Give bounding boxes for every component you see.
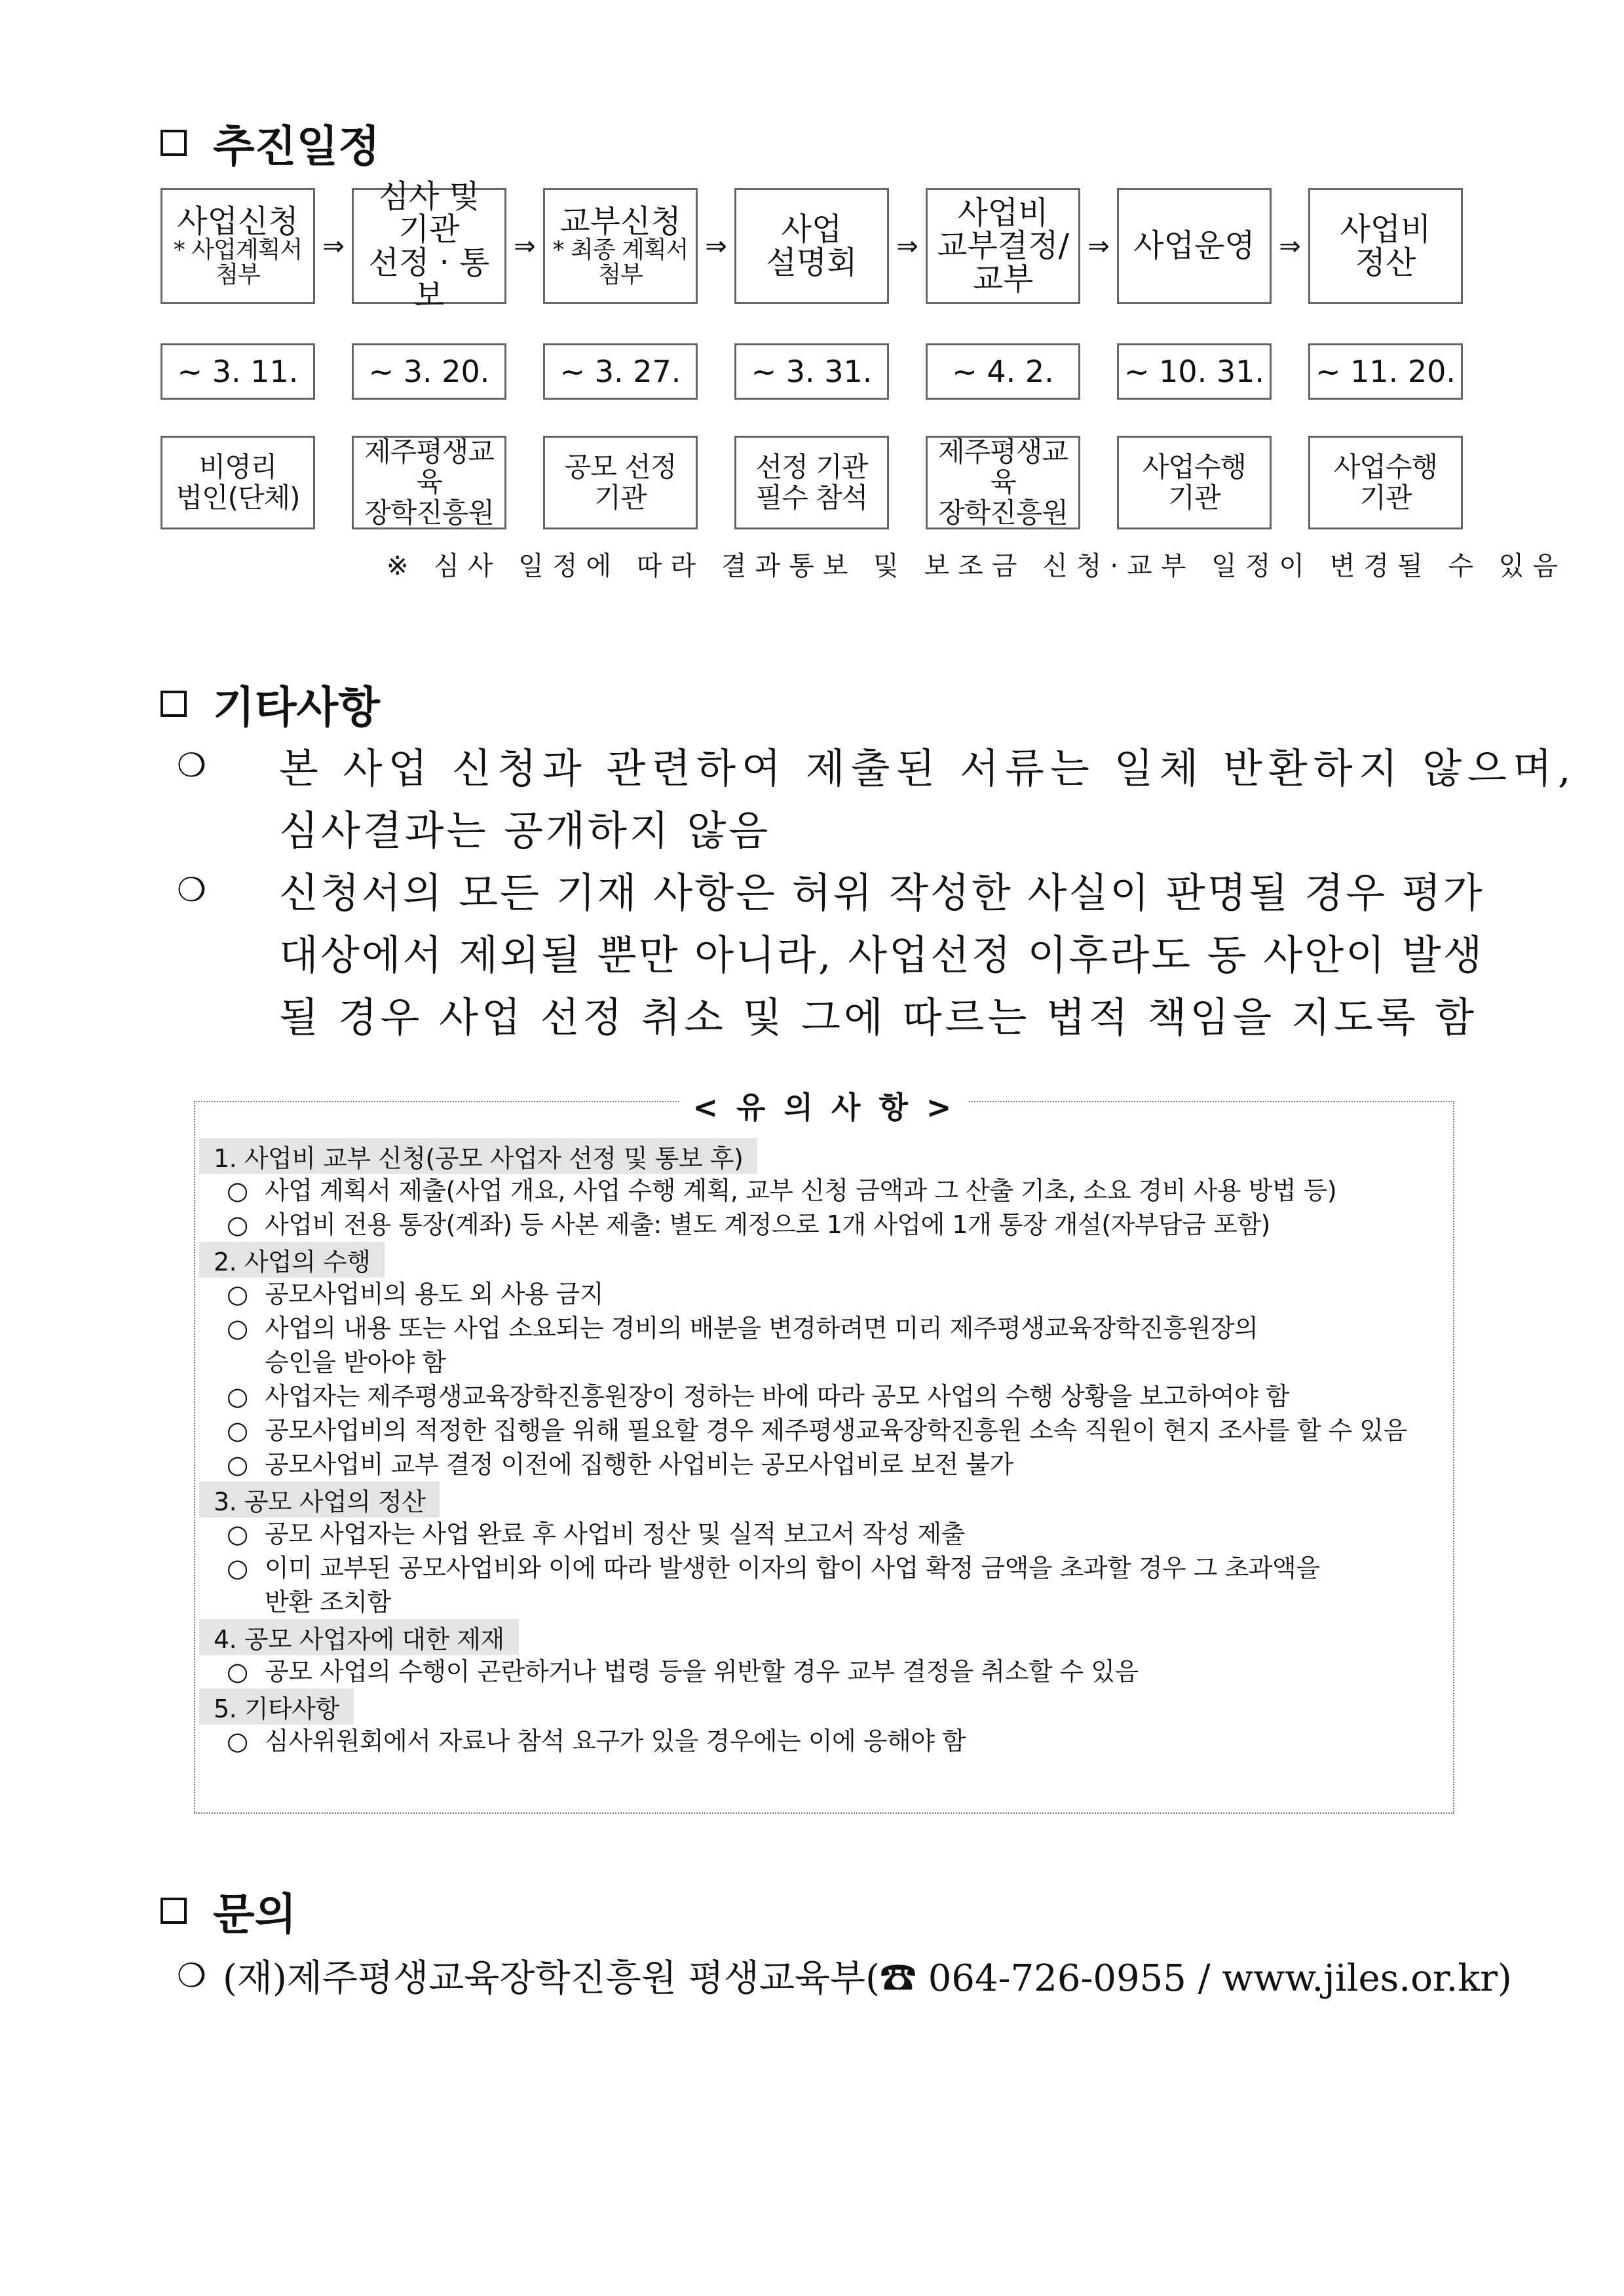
org-label: 제주평생교육 xyxy=(938,436,1068,499)
schedule-date-box: ~ 3. 11. xyxy=(161,343,315,400)
step-label: 교부 xyxy=(972,260,1034,297)
notice-item-line: 사업비 전용 통장(계좌) 등 사본 제출: 별도 계정으로 1개 사업에 1개 통장 개설(자부담금 포함) xyxy=(265,1210,1270,1239)
notice-group-heading xyxy=(199,1689,1450,1724)
notice-item-line: 공모 사업의 수행이 곤란하거나 법령 등을 위반할 경우 교부 결정을 취소할 수 있음 xyxy=(265,1657,1139,1686)
notice-group-heading xyxy=(199,1619,1450,1655)
checkbox-icon xyxy=(161,130,187,156)
notice-item-text xyxy=(265,1277,603,1311)
notice-group-heading xyxy=(199,1242,1450,1277)
schedule-org-box xyxy=(161,436,315,529)
notice-heading-text: 4. 공모 사업자에 대한 제재 xyxy=(199,1619,519,1655)
section-title-text: 기타사항 xyxy=(213,682,381,733)
notice-title: < 유 의 사 항 > xyxy=(680,1084,969,1127)
step-label: 사업신청 xyxy=(177,202,299,240)
notice-list-item xyxy=(227,1379,1450,1413)
etc-paragraph-1 xyxy=(177,734,1577,858)
schedule-step-box xyxy=(734,188,889,304)
schedule-org-box xyxy=(543,436,698,529)
circle-icon: ○ xyxy=(227,1657,248,1686)
step-label: 교부결정/ xyxy=(937,227,1069,265)
org-label: 사업수행 xyxy=(1142,451,1247,484)
notice-list-item xyxy=(227,1551,1450,1619)
paragraph-line: 될 경우 사업 선정 취소 및 그에 따르는 법적 책임을 지도록 함 xyxy=(279,993,1478,1041)
notice-item-line: 사업자는 제주평생교육장학진흥원장이 정하는 바에 따라 공모 사업의 수행 상황을 보고하여야 함 xyxy=(265,1382,1290,1411)
schedule-org-box xyxy=(734,436,889,529)
step-sublabel: 첨부 xyxy=(216,261,260,288)
notice-list-item xyxy=(227,1208,1450,1242)
arrow-icon: ⇒ xyxy=(322,231,345,261)
schedule-org-box xyxy=(352,436,506,529)
schedule-date-box: ~ 4. 2. xyxy=(926,343,1080,400)
notice-item-text xyxy=(265,1724,966,1758)
org-label: 제주평생교육 xyxy=(364,436,494,499)
contact-text: (재)제주평생교육장학진흥원 평생교육부(☎ 064-726-0955 / www.jiles.or.kr) xyxy=(223,1957,1512,2000)
org-label: 장학진흥원 xyxy=(938,496,1068,529)
step-label: 정산 xyxy=(1355,244,1416,281)
notice-item-line: 사업의 내용 또는 사업 소요되는 경비의 배분을 변경하려면 미리 제주평생교육장학진흥원장의 xyxy=(265,1314,1258,1343)
schedule-org-box xyxy=(926,436,1080,529)
bullet-icon: ❍ xyxy=(177,1957,206,1995)
circle-icon: ○ xyxy=(227,1176,248,1205)
section-title-inquiry xyxy=(161,1879,297,1942)
step-label: 기관 xyxy=(398,211,460,248)
notice-item-line: 사업 계획서 제출(사업 개요, 사업 수행 계획, 교부 신청 금액과 그 산출 기초, 소요 경비 사용 방법 등) xyxy=(265,1176,1337,1205)
step-label: 사업운영 xyxy=(1133,227,1255,265)
schedule-step-box xyxy=(352,178,506,314)
schedule-date-box: ~ 3. 31. xyxy=(734,343,889,400)
paragraph-line: 신청서의 모든 기재 사항은 허위 작성한 사실이 판명될 경우 평가 xyxy=(279,869,1484,917)
notice-group-heading xyxy=(199,1482,1450,1517)
notice-body xyxy=(199,1138,1450,1758)
notice-list-item xyxy=(227,1447,1450,1482)
circle-icon: ○ xyxy=(227,1314,248,1343)
arrow-icon: ⇒ xyxy=(1279,231,1301,261)
notice-list-item xyxy=(227,1413,1450,1447)
circle-icon: ○ xyxy=(227,1520,248,1548)
step-label: 선정 · 통보 xyxy=(368,244,490,314)
org-label: 비영리 xyxy=(198,451,277,484)
notice-item-text xyxy=(265,1551,1319,1619)
notice-list-item xyxy=(227,1277,1450,1311)
notice-item-text xyxy=(265,1447,1013,1482)
circle-icon: ○ xyxy=(227,1727,248,1755)
contact-line xyxy=(177,1949,1512,2002)
org-label: 기관 xyxy=(1359,481,1412,514)
notice-item-text xyxy=(265,1174,1336,1208)
schedule-date-box: ~ 3. 27. xyxy=(543,343,698,400)
arrow-icon: ⇒ xyxy=(896,231,918,261)
schedule-step-box xyxy=(1308,188,1463,304)
notice-heading-text: 1. 사업비 교부 신청(공모 사업자 선정 및 통보 후) xyxy=(199,1138,757,1174)
section-title-schedule xyxy=(161,111,380,174)
schedule-step-box xyxy=(926,188,1080,304)
step-sublabel: 첨부 xyxy=(598,261,643,288)
schedule-date-box: ~ 10. 31. xyxy=(1117,343,1272,400)
org-label: 기관 xyxy=(594,481,647,514)
schedule-note: ※ 심사 일정에 따라 결과통보 및 보조금 신청·교부 일정이 변경될 수 있음 xyxy=(387,551,1567,581)
org-label: 법인(단체) xyxy=(176,481,300,514)
paragraph-line: 대상에서 제외될 뿐만 아니라, 사업선정 이후라도 동 사안이 발생 xyxy=(279,931,1484,979)
notice-item-text xyxy=(265,1311,1258,1379)
notice-list-item xyxy=(227,1517,1450,1551)
notice-group-heading xyxy=(199,1138,1450,1174)
org-label: 선정 기관 xyxy=(755,451,868,484)
notice-item-line: 심사위원회에서 자료나 참석 요구가 있을 경우에는 이에 응해야 함 xyxy=(265,1727,966,1755)
org-label: 기관 xyxy=(1168,481,1220,514)
paragraph-line: 심사결과는 공개하지 않음 xyxy=(279,807,771,854)
schedule-date-box: ~ 11. 20. xyxy=(1308,343,1463,400)
schedule-org-box xyxy=(1308,436,1463,529)
org-label: 사업수행 xyxy=(1333,451,1438,484)
notice-item-line: 반환 조치함 xyxy=(265,1588,391,1617)
etc-paragraph-2 xyxy=(177,858,1484,1045)
section-title-text: 추진일정 xyxy=(213,121,381,172)
schedule-org-box xyxy=(1117,436,1272,529)
schedule-orgs-row xyxy=(161,436,1463,529)
notice-item-line: 공모사업비의 적정한 집행을 위해 필요할 경우 제주평생교육장학진흥원 소속 직원이 현지 조사를 할 수 있음 xyxy=(265,1416,1407,1445)
schedule-step-box xyxy=(543,188,698,304)
step-label: 사업비 xyxy=(957,194,1049,231)
notice-heading-text: 5. 기타사항 xyxy=(199,1689,354,1725)
schedule-dates-row xyxy=(161,343,1463,400)
step-sublabel: * 사업계획서 xyxy=(173,236,303,263)
step-label: 사업비 xyxy=(1340,211,1431,248)
step-label: 설명회 xyxy=(766,244,858,281)
notice-list-item xyxy=(227,1655,1450,1689)
notice-list-item xyxy=(227,1311,1450,1379)
notice-item-line: 이미 교부된 공모사업비와 이에 따라 발생한 이자의 합이 사업 확정 금액을 초과할 경우 그 초과액을 xyxy=(265,1554,1320,1582)
org-label: 필수 참석 xyxy=(755,481,868,514)
notice-item-line: 공모 사업자는 사업 완료 후 사업비 정산 및 실적 보고서 작성 제출 xyxy=(265,1520,965,1548)
notice-list-item xyxy=(227,1724,1450,1758)
checkbox-icon xyxy=(161,691,187,717)
notice-item-line: 승인을 받아야 함 xyxy=(265,1348,446,1377)
notice-heading-text: 2. 사업의 수행 xyxy=(199,1242,385,1278)
step-label: 교부신청 xyxy=(559,202,681,240)
circle-icon: ○ xyxy=(227,1554,248,1582)
notice-item-line: 공모사업비의 용도 외 사용 금지 xyxy=(265,1280,604,1309)
paragraph-line: 본 사업 신청과 관련하여 제출된 서류는 일체 반환하지 않으며, xyxy=(279,744,1577,792)
notice-item-text xyxy=(265,1208,1270,1242)
schedule-step-box xyxy=(1117,188,1272,304)
circle-icon: ○ xyxy=(227,1280,248,1309)
notice-box xyxy=(194,1090,1454,1814)
arrow-icon: ⇒ xyxy=(1087,231,1110,261)
org-label: 장학진흥원 xyxy=(364,496,494,529)
schedule-steps-row xyxy=(161,178,1463,314)
circle-icon: ○ xyxy=(227,1210,248,1239)
notice-item-text xyxy=(265,1379,1289,1413)
section-title-text: 문의 xyxy=(213,1889,297,1940)
notice-list-item xyxy=(227,1174,1450,1208)
arrow-icon: ⇒ xyxy=(514,231,536,261)
schedule-date-box: ~ 3. 20. xyxy=(352,343,506,400)
notice-item-text xyxy=(265,1655,1139,1689)
notice-heading-text: 3. 공모 사업의 정산 xyxy=(199,1482,440,1518)
notice-item-text xyxy=(265,1413,1407,1447)
bullet-icon: ❍ xyxy=(177,746,206,784)
section-title-etc xyxy=(161,672,380,735)
step-label: 사업 xyxy=(781,211,842,248)
step-sublabel: * 최종 계획서 xyxy=(552,236,689,263)
checkbox-icon xyxy=(161,1898,187,1924)
schedule-step-box xyxy=(161,188,315,304)
org-label: 공모 선정 xyxy=(564,451,677,484)
notice-item-text xyxy=(265,1517,965,1551)
bullet-icon: ❍ xyxy=(177,870,206,909)
circle-icon: ○ xyxy=(227,1416,248,1445)
circle-icon: ○ xyxy=(227,1450,248,1479)
step-label: 심사 및 xyxy=(378,178,480,215)
circle-icon: ○ xyxy=(227,1382,248,1411)
notice-item-line: 공모사업비 교부 결정 이전에 집행한 사업비는 공모사업비로 보전 불가 xyxy=(265,1450,1013,1479)
arrow-icon: ⇒ xyxy=(705,231,727,261)
